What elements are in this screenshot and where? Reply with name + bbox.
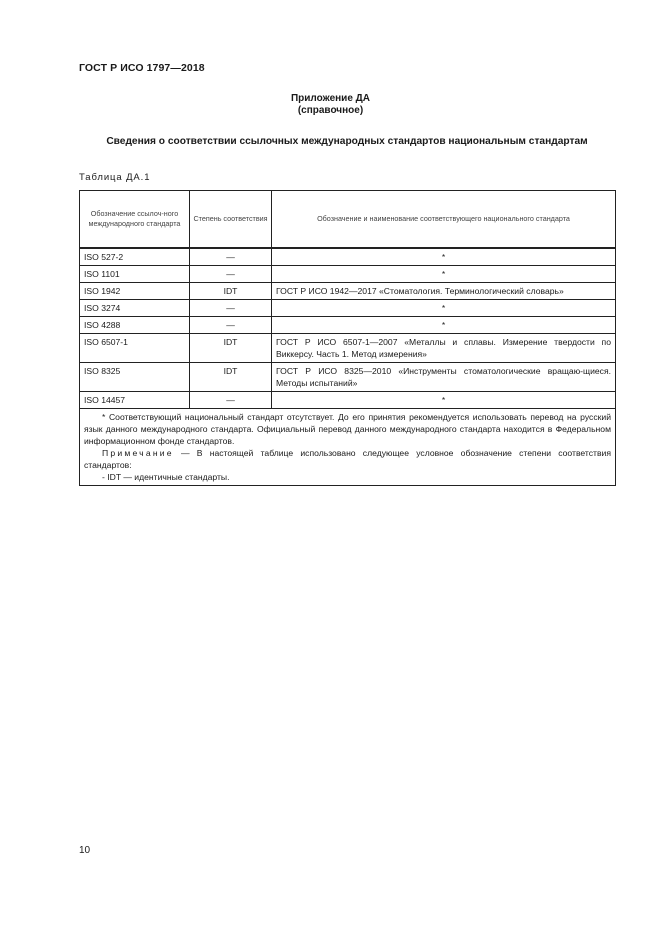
cell-intl: ISO 1942 <box>80 283 190 300</box>
table-notes-row <box>80 409 616 486</box>
table-row <box>80 266 616 283</box>
document-code: ГОСТ Р ИСО 1797—2018 <box>79 62 205 74</box>
cell-intl: ISO 6507-1 <box>80 334 190 363</box>
appendix-title: Приложение ДА <box>290 93 371 104</box>
cell-national: * <box>272 248 616 266</box>
cell-national: * <box>272 392 616 409</box>
cell-national: ГОСТ Р ИСО 8325—2010 «Инструменты стоматологические вращаю-щиеся. Методы испытаний» <box>272 363 616 392</box>
table-row <box>80 248 616 266</box>
table-note <box>84 447 611 471</box>
cell-degree: — <box>190 266 272 283</box>
table-row <box>80 334 616 363</box>
cell-national: ГОСТ Р ИСО 6507-1—2007 «Металлы и сплавы. Измерение твердости по Виккерсу. Часть 1. Метод измерения» <box>272 334 616 363</box>
table-row <box>80 363 616 392</box>
appendix-subtitle: (справочное) <box>297 105 364 116</box>
cell-national: * <box>272 300 616 317</box>
cell-intl: ISO 4288 <box>80 317 190 334</box>
note-text: — В настоящей таблице использовано следующее условное обозначение степени соответствия стандартов: <box>84 448 611 470</box>
cell-degree: — <box>190 248 272 266</box>
conformity-table <box>79 190 616 486</box>
cell-degree: — <box>190 392 272 409</box>
table-caption: Таблица ДА.1 <box>79 172 151 183</box>
table-row <box>80 317 616 334</box>
cell-national: ГОСТ Р ИСО 1942—2017 «Стоматология. Терминологический словарь» <box>272 283 616 300</box>
note-label: Примечание <box>102 448 174 458</box>
cell-intl: ISO 8325 <box>80 363 190 392</box>
table-row <box>80 300 616 317</box>
column-header-intl: Обозначение ссылоч-ного международного стандарта <box>80 191 190 249</box>
column-header-national: Обозначение и наименование соответствующего национального стандарта <box>272 191 616 249</box>
appendix-heading <box>0 93 661 117</box>
cell-degree: — <box>190 317 272 334</box>
section-title: Сведения о соответствии ссылочных международных стандартов национальным стандартам <box>106 136 588 147</box>
table-row <box>80 283 616 300</box>
cell-degree: IDT <box>190 334 272 363</box>
cell-national: * <box>272 266 616 283</box>
cell-intl: ISO 14457 <box>80 392 190 409</box>
cell-national: * <box>272 317 616 334</box>
cell-degree: IDT <box>190 363 272 392</box>
column-header-degree: Степень соответствия <box>190 191 272 249</box>
table-row <box>80 392 616 409</box>
table-footnote: * Соответствующий национальный стандарт отсутствует. До его принятия рекомендуется использовать перевод на русский язык данного международного стандарта. Официальный перевод данного международного стандарта находится в Федеральном информационном фонде стандартов. <box>84 412 611 446</box>
cell-intl: ISO 527-2 <box>80 248 190 266</box>
cell-degree: — <box>190 300 272 317</box>
note-item: - IDT — идентичные стандарты. <box>102 472 230 482</box>
cell-intl: ISO 1101 <box>80 266 190 283</box>
page-number: 10 <box>79 845 91 856</box>
table-notes <box>80 409 616 486</box>
cell-intl: ISO 3274 <box>80 300 190 317</box>
cell-degree: IDT <box>190 283 272 300</box>
table-header-row <box>80 191 616 249</box>
